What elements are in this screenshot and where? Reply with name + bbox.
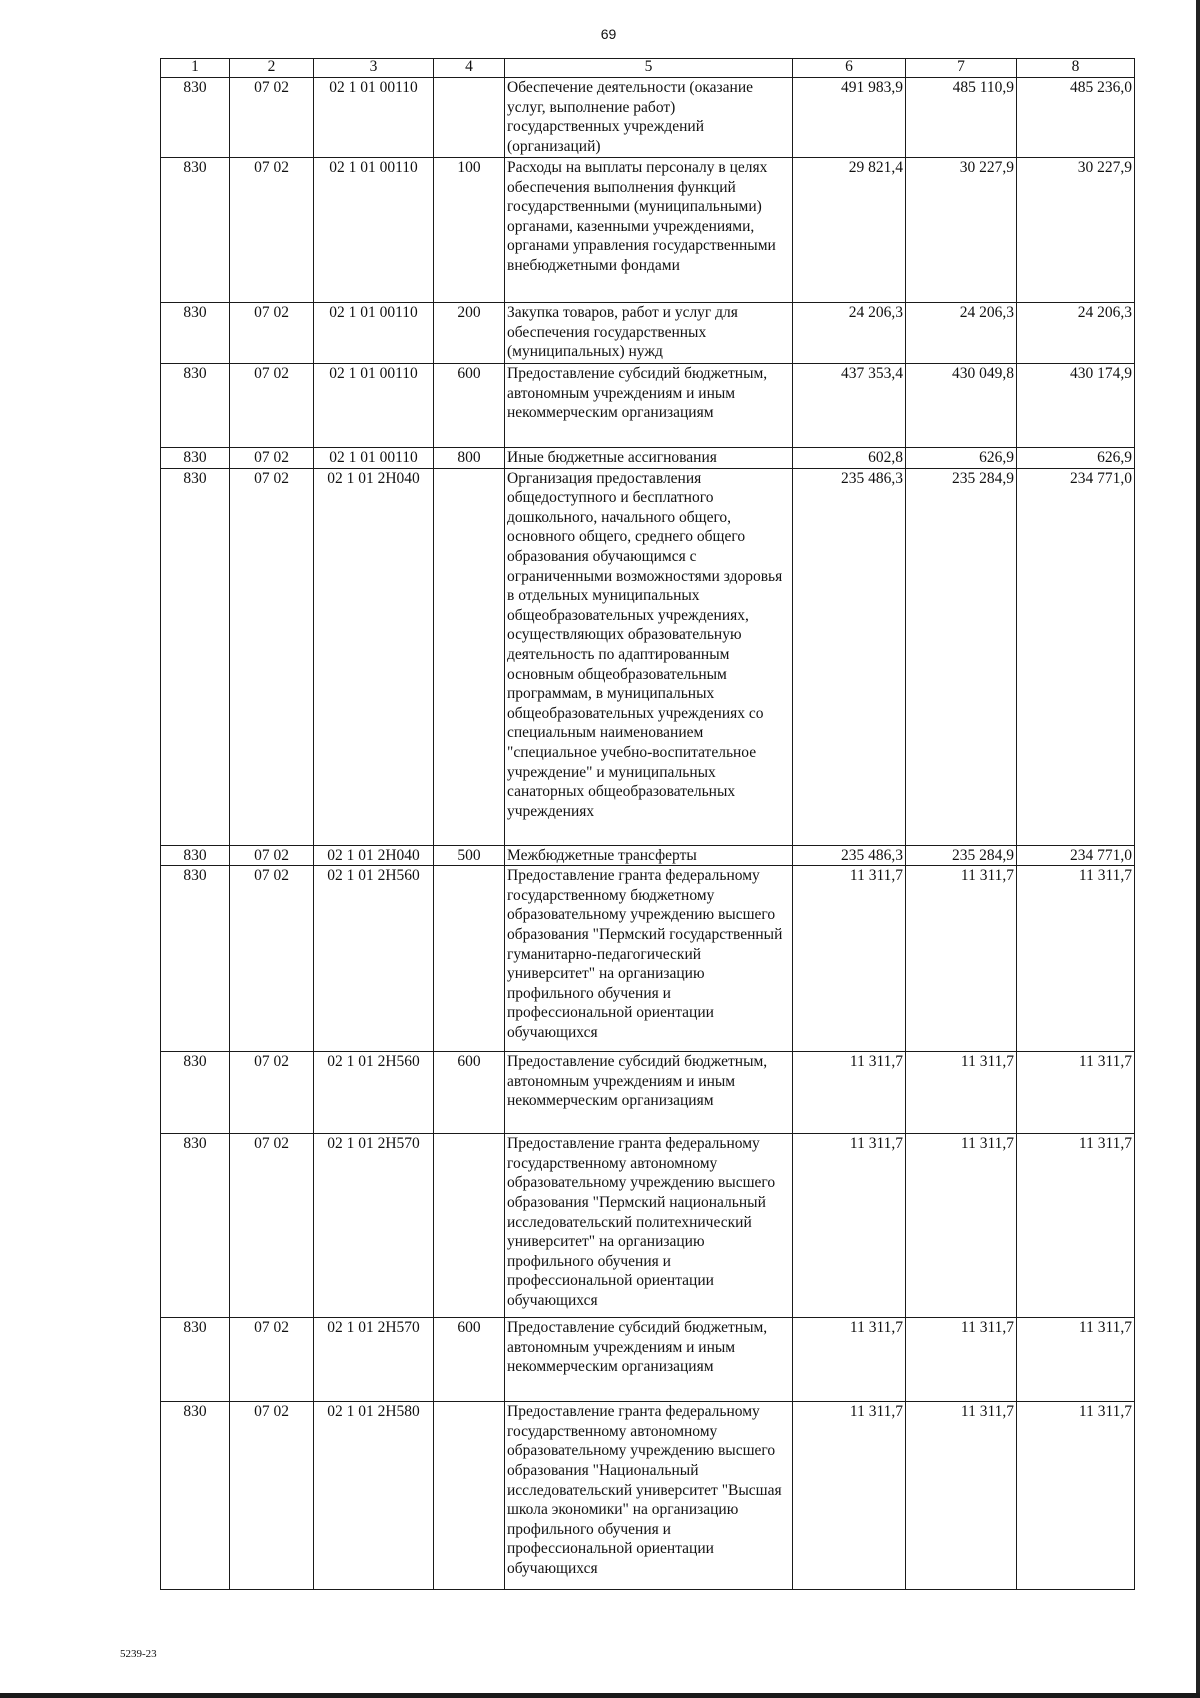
table-cell: 02 1 01 2Н570 [314,1134,434,1318]
column-header: 8 [1017,59,1135,78]
table-row [161,448,1135,469]
table-cell: 234 771,0 [1017,845,1135,866]
table-cell: 11 311,7 [906,866,1017,1052]
table-cell: 11 311,7 [906,1402,1017,1590]
table-cell [434,866,505,1052]
table-cell [434,1134,505,1318]
table-cell: Предоставление гранта федеральному государственному автономному образовательному учреждению высшего образования "Пермский национальный исследовательский политехнический университет" на организацию профильного обучения и профессиональной ориентации обучающихся [505,1134,793,1318]
table-cell: 24 206,3 [793,303,906,364]
table-row [161,1052,1135,1134]
table-cell: 437 353,4 [793,364,906,448]
column-header: 6 [793,59,906,78]
table-cell: 500 [434,845,505,866]
table-cell: 11 311,7 [1017,1318,1135,1402]
table-row [161,303,1135,364]
scan-edge-right [1196,0,1200,1698]
table-row [161,1318,1135,1402]
table-row [161,158,1135,303]
table-cell: 11 311,7 [1017,866,1135,1052]
table-row [161,1402,1135,1590]
table-cell: 11 311,7 [906,1052,1017,1134]
column-header: 7 [906,59,1017,78]
table-cell: Организация предоставления общедоступного и бесплатного дошкольного, начального общего, основного общего, среднего общего образования обучающимся с ограниченными возможностями здоровья в отдельных муниципальных общеобразовательных учреждениях, осуществляющих образовательную деятельность по адаптированным основным общеобразовательным программам, в муниципальных общеобразовательных учреждениях со специальным наименованием "специальное учебно-воспитательное учреждение" и муниципальных санаторных общеобразовательных учреждениях [505,468,793,845]
document-code: 5239-23 [120,1648,157,1660]
table-cell: 234 771,0 [1017,468,1135,845]
table-cell: 830 [161,364,230,448]
table-cell: 430 174,9 [1017,364,1135,448]
table-cell: 30 227,9 [1017,158,1135,303]
table-cell: 602,8 [793,448,906,469]
table-cell: 02 1 01 2Н560 [314,1052,434,1134]
table-cell: 11 311,7 [793,1052,906,1134]
table-cell: 02 1 01 00110 [314,158,434,303]
table-cell [434,78,505,158]
table-cell: 11 311,7 [793,866,906,1052]
table-cell: 830 [161,1318,230,1402]
table-cell: 600 [434,1052,505,1134]
table-cell: 07 02 [230,303,314,364]
scan-edge-bottom [0,1693,1200,1698]
column-header: 5 [505,59,793,78]
table-cell: 626,9 [906,448,1017,469]
table-cell: 30 227,9 [906,158,1017,303]
table-row [161,468,1135,845]
table-cell: 02 1 01 2Н560 [314,866,434,1052]
table-cell: 430 049,8 [906,364,1017,448]
table-cell: 485 236,0 [1017,78,1135,158]
table-cell: Обеспечение деятельности (оказание услуг, выполнение работ) государственных учреждений (организаций) [505,78,793,158]
table-cell: 02 1 01 2Н570 [314,1318,434,1402]
table-cell: 11 311,7 [1017,1402,1135,1590]
table-cell [434,1402,505,1590]
table-cell: 07 02 [230,1402,314,1590]
table-cell: 830 [161,845,230,866]
table-cell: 07 02 [230,1134,314,1318]
table-cell: 235 284,9 [906,845,1017,866]
column-header: 3 [314,59,434,78]
table-cell: 07 02 [230,448,314,469]
table-cell: 235 284,9 [906,468,1017,845]
table-cell: 235 486,3 [793,845,906,866]
table-cell: 02 1 01 2Н580 [314,1402,434,1590]
table-cell: 200 [434,303,505,364]
table-cell [434,468,505,845]
table-cell: 02 1 01 00110 [314,448,434,469]
table-cell: 07 02 [230,1052,314,1134]
table-cell: 800 [434,448,505,469]
table-cell: 11 311,7 [793,1134,906,1318]
table-cell: 07 02 [230,158,314,303]
column-header: 2 [230,59,314,78]
budget-table [160,58,1135,1590]
table-cell: 24 206,3 [906,303,1017,364]
table-cell: 235 486,3 [793,468,906,845]
table-cell: 02 1 01 2Н040 [314,845,434,866]
table-cell: 100 [434,158,505,303]
table-cell: 830 [161,303,230,364]
table-cell: 491 983,9 [793,78,906,158]
table-cell: 07 02 [230,1318,314,1402]
table-cell: 830 [161,1052,230,1134]
table-cell: 11 311,7 [1017,1134,1135,1318]
table-cell: 07 02 [230,78,314,158]
table-cell: 07 02 [230,845,314,866]
table-cell: Межбюджетные трансферты [505,845,793,866]
table-cell: 830 [161,1402,230,1590]
table-cell: Предоставление субсидий бюджетным, автономным учреждениям и иным некоммерческим организациям [505,364,793,448]
table-cell: 02 1 01 00110 [314,364,434,448]
table-cell: 600 [434,1318,505,1402]
column-header: 1 [161,59,230,78]
table-row [161,866,1135,1052]
column-header: 4 [434,59,505,78]
table-cell: Предоставление гранта федеральному государственному автономному образовательному учреждению высшего образования "Национальный исследовательский университет "Высшая школа экономики" на организацию профильного обучения и профессиональной ориентации обучающихся [505,1402,793,1590]
table-cell: 830 [161,78,230,158]
table-row [161,78,1135,158]
table-row [161,1134,1135,1318]
table-cell: 830 [161,468,230,845]
table-cell: 11 311,7 [906,1318,1017,1402]
table-cell: 02 1 01 2Н040 [314,468,434,845]
table-cell: 830 [161,448,230,469]
table-cell: 07 02 [230,866,314,1052]
table-cell: 29 821,4 [793,158,906,303]
table-cell: 626,9 [1017,448,1135,469]
table-cell: 02 1 01 00110 [314,78,434,158]
table-row [161,364,1135,448]
table-cell: Иные бюджетные ассигнования [505,448,793,469]
table-cell: 830 [161,1134,230,1318]
table-cell: 830 [161,158,230,303]
table-cell: 11 311,7 [793,1318,906,1402]
table-cell: 485 110,9 [906,78,1017,158]
table-cell: 600 [434,364,505,448]
table-cell: 11 311,7 [793,1402,906,1590]
table-cell: 11 311,7 [906,1134,1017,1318]
table-cell: Расходы на выплаты персоналу в целях обеспечения выполнения функций государственными (муниципальными) органами, казенными учреждениями, органами управления государственными внебюджетными фондами [505,158,793,303]
table-cell: Закупка товаров, работ и услуг для обеспечения государственных (муниципальных) нужд [505,303,793,364]
table-row [161,845,1135,866]
table-cell: 830 [161,866,230,1052]
table-cell: 07 02 [230,468,314,845]
table-cell: 11 311,7 [1017,1052,1135,1134]
table-cell: 02 1 01 00110 [314,303,434,364]
table-cell: 07 02 [230,364,314,448]
header-row [161,59,1135,78]
table-cell: 24 206,3 [1017,303,1135,364]
page-number: 69 [600,26,617,42]
table-cell: Предоставление субсидий бюджетным, автономным учреждениям и иным некоммерческим организациям [505,1052,793,1134]
table-cell: Предоставление субсидий бюджетным, автономным учреждениям и иным некоммерческим организациям [505,1318,793,1402]
table-cell: Предоставление гранта федеральному государственному бюджетному образовательному учреждению высшего образования "Пермский государственный гуманитарно-педагогический университет" на организацию профильного обучения и профессиональной ориентации обучающихся [505,866,793,1052]
